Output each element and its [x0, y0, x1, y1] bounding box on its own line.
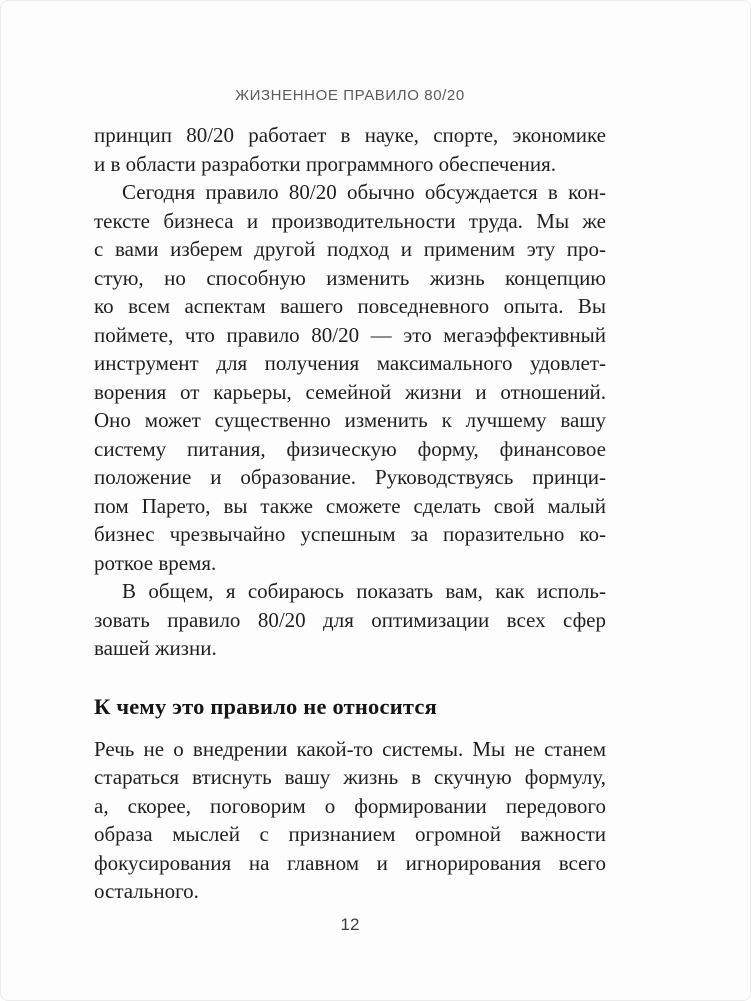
text-line: поймете, что правило 80/20 — это мегаэффективный — [94, 322, 606, 347]
text-line: а, скорее, поговорим о формировании передового — [94, 793, 606, 818]
text-line: вашей жизни. — [94, 636, 217, 660]
text-line: с вами изберем другой подход и применим эту про- — [94, 237, 606, 261]
text-line: В общем, я собираюсь показать вам, как исполь- — [122, 579, 606, 603]
body-text-upper — [94, 121, 606, 663]
section-heading: К чему это правило не относится — [94, 693, 437, 719]
text-line: роткое время. — [94, 550, 217, 575]
text-line: Речь не о внедрении какой-то системы. Мы не станем — [94, 736, 606, 761]
paragraph — [94, 178, 606, 577]
page-number: 12 — [340, 914, 360, 934]
text-line: пом Парето, вы также сможете сделать свой малый — [94, 493, 606, 518]
text-line: ворения от карьеры, семейной жизни и отношений. — [94, 379, 606, 404]
body-text-lower — [94, 735, 606, 906]
text-line: систему питания, физическую форму, финансовое — [94, 436, 606, 461]
text-line: остального. — [94, 879, 199, 903]
paragraph — [94, 577, 606, 663]
text-line: зовать правило 80/20 для оптимизации всех сфер — [94, 607, 606, 632]
paragraph — [94, 121, 606, 178]
text-line: положение и образование. Руководствуясь принци- — [94, 465, 606, 489]
text-line: бизнес чрезвычайно успешным за поразительно ко- — [94, 522, 606, 546]
running-header: ЖИЗНЕННОЕ ПРАВИЛО 80/20 — [235, 87, 465, 104]
text-line: стараться втиснуть вашу жизнь в скучную формулу, — [94, 765, 606, 789]
text-line: и в области разработки программного обеспечения. — [94, 151, 557, 176]
text-line: образа мыслей с признанием огромной важности — [94, 822, 606, 846]
text-line: ко всем аспектам вашего повседневного опыта. Вы — [94, 294, 606, 318]
text-line: Оно может существенно изменить к лучшему вашу — [94, 408, 606, 432]
text-line: инструмент для получения максимального удовлет- — [94, 351, 606, 375]
text-line: Сегодня правило 80/20 обычно обсуждается в кон- — [122, 180, 606, 204]
paragraph — [94, 735, 606, 906]
text-line: стую, но способную изменить жизнь концепцию — [94, 265, 606, 290]
text-line: фокусирования на главном и игнорирования всего — [94, 850, 606, 875]
text-line: принцип 80/20 работает в науке, спорте, экономике — [94, 123, 606, 147]
text-line: тексте бизнеса и производительности труда. Мы же — [94, 208, 606, 233]
